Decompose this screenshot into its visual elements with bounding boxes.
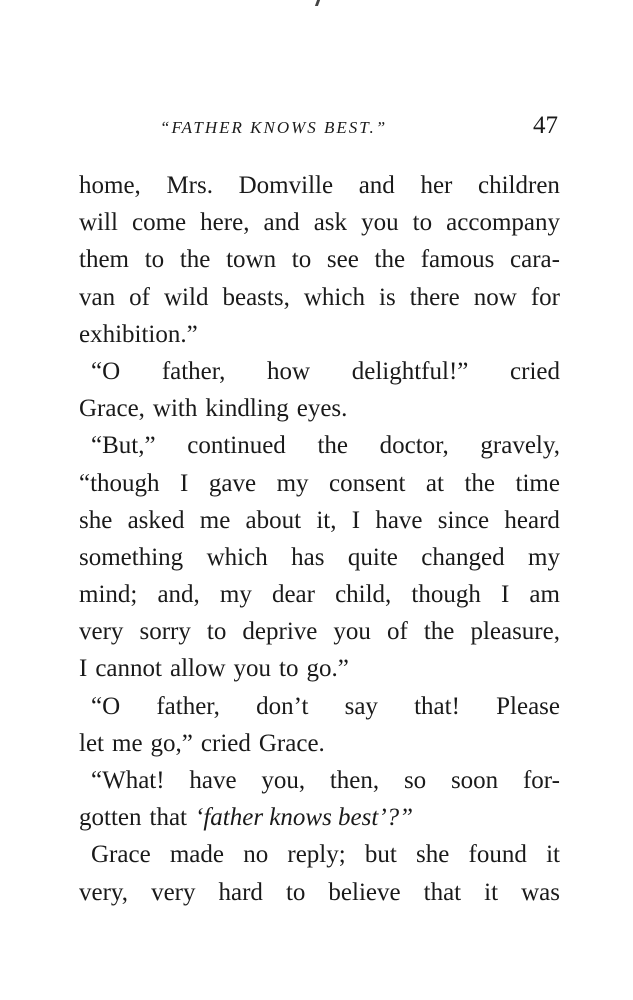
word: the	[317, 432, 348, 460]
word: town	[226, 246, 277, 274]
word: which	[303, 283, 365, 311]
word: my	[276, 469, 309, 497]
word: exhibition.”	[79, 320, 198, 348]
word: very	[151, 878, 196, 906]
word: asked	[127, 506, 185, 534]
page-number: 47	[533, 112, 558, 139]
text-line	[79, 279, 560, 316]
word: see	[326, 246, 359, 274]
word: gave	[208, 469, 257, 497]
word: I	[180, 469, 189, 497]
word: of	[386, 618, 408, 646]
word: so	[403, 767, 427, 794]
word: cannot	[95, 655, 162, 683]
word: to	[279, 655, 299, 683]
word: gravely,	[480, 432, 560, 460]
text-line	[79, 650, 560, 687]
word: how	[267, 357, 311, 385]
word: that	[149, 804, 187, 832]
word: and	[263, 209, 300, 237]
word: has	[291, 543, 325, 571]
word: is	[379, 283, 396, 311]
word: delightful!”	[351, 357, 469, 385]
word: soon	[450, 767, 499, 794]
word: very,	[79, 878, 129, 906]
word: which	[206, 543, 268, 571]
word: now	[473, 283, 517, 311]
word: hard	[218, 878, 263, 906]
print-mark	[315, 0, 320, 6]
word: and	[358, 172, 395, 199]
word: it	[484, 878, 499, 906]
word: it	[546, 841, 560, 869]
text-line	[79, 502, 560, 539]
word: cried	[200, 729, 251, 757]
text-line	[79, 725, 560, 762]
word: deprive	[242, 618, 318, 646]
word: it,	[316, 506, 337, 534]
word: go,”	[150, 729, 193, 757]
word: continued	[187, 432, 286, 460]
word: eyes.	[296, 395, 348, 423]
word: van	[79, 283, 116, 311]
word: child,	[335, 581, 392, 609]
word: ‘father knows best’?”	[195, 804, 414, 832]
word: though	[411, 581, 481, 609]
word: “What!	[91, 767, 165, 794]
word: children	[478, 172, 560, 199]
word: she	[416, 841, 450, 869]
word: she	[79, 506, 113, 534]
word: believe	[328, 878, 401, 906]
word: you	[333, 618, 371, 646]
word: then,	[329, 767, 380, 794]
word: found	[468, 841, 527, 869]
word: of	[129, 283, 150, 311]
word: was	[521, 878, 560, 906]
text-line	[79, 613, 560, 650]
word: to	[285, 878, 306, 906]
word: wild	[164, 283, 209, 311]
text-line	[79, 874, 560, 911]
text-line	[79, 316, 560, 353]
word: mind;	[79, 581, 138, 609]
word: will	[79, 209, 118, 237]
word: Grace,	[79, 395, 145, 423]
word: but	[364, 841, 397, 869]
text-line	[79, 167, 560, 204]
word: Mrs.	[166, 172, 213, 199]
word: “But,”	[91, 432, 156, 460]
text-line	[79, 539, 560, 576]
word: that	[423, 878, 462, 906]
word: there	[409, 283, 460, 311]
word: say	[344, 692, 378, 720]
word: father,	[156, 692, 220, 720]
word: allow	[169, 655, 226, 683]
word: to	[412, 209, 433, 237]
word: I	[79, 655, 88, 683]
running-title: “FATHER KNOWS BEST.”	[160, 118, 388, 137]
word: father,	[161, 357, 226, 385]
word: go.”	[306, 655, 349, 683]
word: beasts,	[222, 283, 290, 311]
word: cried	[510, 357, 560, 385]
word: have	[189, 767, 237, 794]
word: “O	[91, 692, 121, 720]
word: accompany	[446, 209, 560, 237]
word: I	[500, 581, 510, 609]
word: cara-	[510, 246, 560, 274]
word: you,	[261, 767, 306, 794]
word: you	[233, 655, 272, 683]
word: my	[219, 581, 252, 609]
word: don’t	[256, 692, 309, 720]
word: my	[528, 543, 560, 571]
word: for-	[522, 767, 560, 794]
word: something	[79, 543, 184, 571]
word: to	[291, 246, 312, 274]
word: about	[245, 506, 302, 534]
word: come	[131, 209, 187, 237]
word: Grace	[91, 841, 151, 869]
word: at	[425, 469, 444, 497]
text-line	[79, 353, 560, 390]
word: gotten	[79, 804, 142, 832]
word: made	[169, 841, 224, 869]
text-line	[79, 427, 560, 464]
word: no	[243, 841, 269, 869]
text-line	[79, 836, 560, 873]
word: “O	[91, 357, 121, 385]
word: Domville	[238, 172, 334, 199]
word: the	[179, 246, 211, 274]
word: famous	[420, 246, 495, 274]
text-line	[79, 390, 560, 427]
word: Grace.	[258, 729, 325, 757]
text-line	[79, 799, 560, 836]
word: time	[515, 469, 560, 497]
word: I	[351, 506, 361, 534]
text-line	[79, 762, 560, 799]
word: consent	[329, 469, 406, 497]
word: kindling	[205, 395, 289, 423]
word: dear	[271, 581, 315, 609]
word: the	[374, 246, 406, 274]
word: you	[361, 209, 399, 237]
word: doctor,	[379, 432, 449, 460]
word: reply;	[287, 841, 346, 869]
word: pleasure,	[470, 618, 560, 646]
word: “though	[79, 469, 160, 497]
word: here,	[200, 209, 250, 237]
word: let	[79, 729, 104, 757]
word: to	[206, 618, 227, 646]
text-line	[79, 465, 560, 502]
word: have	[375, 506, 423, 534]
word: since	[437, 506, 490, 534]
word: the	[464, 469, 495, 497]
word: that!	[414, 692, 460, 720]
text-line	[79, 204, 560, 241]
word: me	[112, 729, 143, 757]
word: them	[79, 246, 129, 274]
word: to	[144, 246, 165, 274]
word: the	[423, 618, 455, 646]
word: heard	[504, 506, 560, 534]
word: ask	[313, 209, 348, 237]
body-text	[79, 167, 560, 911]
word: and,	[157, 581, 200, 609]
word: am	[529, 581, 560, 609]
word: me	[199, 506, 231, 534]
word: with	[152, 395, 198, 423]
page-header	[160, 112, 558, 146]
word: sorry	[139, 618, 191, 646]
word: changed	[421, 543, 505, 571]
word: her	[420, 172, 453, 199]
word: quite	[347, 543, 398, 571]
text-line	[79, 576, 560, 613]
word: home,	[79, 172, 141, 199]
word: for	[530, 283, 560, 311]
text-line	[79, 241, 560, 278]
word: very	[79, 618, 124, 646]
word: Please	[496, 692, 560, 720]
text-line	[79, 688, 560, 725]
